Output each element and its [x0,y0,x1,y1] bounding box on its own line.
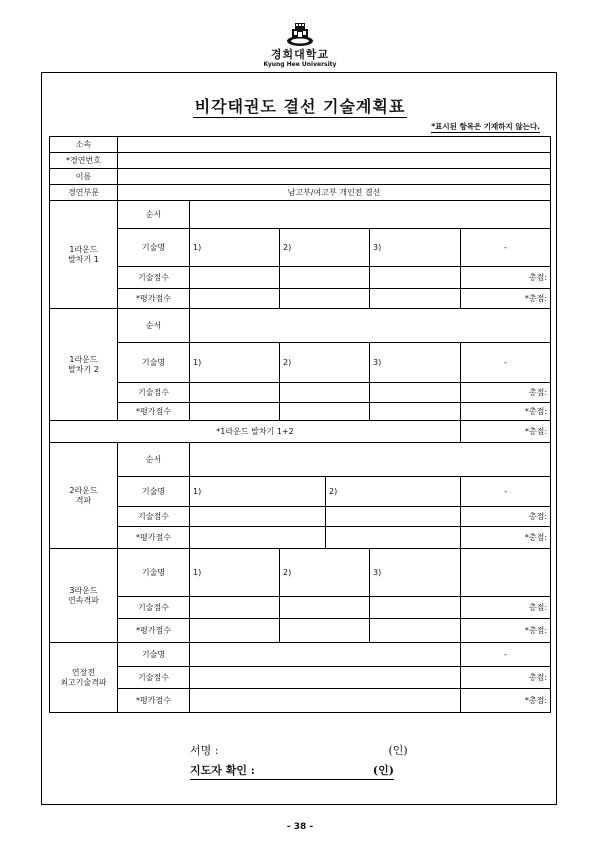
r1k1-score-row [50,267,551,289]
r1k1-eval-total: *총점: [461,289,551,309]
r3-score-1[interactable] [190,597,280,619]
extra-eval-field [190,689,461,713]
r1k1-score-1[interactable] [190,267,280,289]
r2-technique-row [50,477,551,507]
coach-confirm-seal: (인) [372,764,394,777]
coach-confirm-label: 지도자 확인 : [190,764,255,777]
r1k2-score-label: 기술점수 [118,383,190,403]
r3-score-label: 기술점수 [118,597,190,619]
r1-sum-row [50,421,551,443]
r1k2-order-field[interactable] [190,309,551,343]
r1k2-label-line1: 1라운드 [69,354,98,364]
r1k2-technique-dash: - [461,343,551,383]
r2-score-label: 기술점수 [118,507,190,527]
r3-score-total: 총점: [461,597,551,619]
r1k1-technique-2[interactable]: 2) [280,229,370,267]
r3-score-2[interactable] [280,597,370,619]
university-name-english: Kyung Hee University [263,61,337,68]
r1k1-eval-3 [370,289,461,309]
r2-label-line1: 2라운드 [69,485,98,495]
signature-line[interactable] [190,742,408,758]
affiliation-field[interactable] [118,137,551,153]
r1k1-eval-label: *평가점수 [118,289,190,309]
r3-technique-2[interactable]: 2) [280,549,370,597]
r2-technique-dash: - [461,477,551,507]
r1k1-technique-label: 기술명 [118,229,190,267]
division-label: 경연부문 [50,185,118,201]
r2-score-1[interactable] [190,507,326,527]
r1k2-eval-total: *총점: [461,403,551,421]
r1k2-eval-2 [280,403,370,421]
r1k2-score-3[interactable] [370,383,461,403]
r3-technique-1[interactable]: 1) [190,549,280,597]
r1k2-technique-3[interactable]: 3) [370,343,461,383]
r2-technique-2[interactable]: 2) [326,477,461,507]
r3-technique-label: 기술명 [118,549,190,597]
r1k2-technique-2[interactable]: 2) [280,343,370,383]
extra-score-row [50,667,551,689]
r1k1-eval-row [50,289,551,309]
r3-score-3[interactable] [370,597,461,619]
coach-confirm-line[interactable] [190,762,394,780]
r3-eval-row [50,619,551,643]
division-value: 남고부/여고부 개인전 결선 [118,185,551,201]
r1k1-order-row [50,201,551,229]
extra-technique-label: 기술명 [118,643,190,667]
name-label: 이름 [50,169,118,185]
r2-label-line2: 격파 [75,495,92,505]
r1k2-score-row [50,383,551,403]
extra-technique-field[interactable] [190,643,461,667]
instruction-note: *표시된 항목은 기재하지 않는다. [431,122,540,131]
document-title-wrap [0,94,600,117]
r1k2-technique-1[interactable]: 1) [190,343,280,383]
r3-eval-label: *평가점수 [118,619,190,643]
r3-technique-extra [461,549,551,597]
r3-eval-3 [370,619,461,643]
r2-eval-2 [326,527,461,549]
r2-score-total: 총점: [461,507,551,527]
r2-score-2[interactable] [326,507,461,527]
r2-order-label: 순서 [118,443,190,477]
r1k1-score-total: 총점: [461,267,551,289]
r1k1-technique-3[interactable]: 3) [370,229,461,267]
r1k2-order-row [50,309,551,343]
r1k1-order-field[interactable] [190,201,551,229]
r1k2-eval-row [50,403,551,421]
r1-sum-total: *총점: [461,421,551,443]
r2-order-field[interactable] [190,443,551,477]
r1k2-eval-label: *평가점수 [118,403,190,421]
r1-sum-label: *1라운드 발차기 1+2 [50,421,461,443]
r1k2-label-line2: 발차기 2 [68,364,99,374]
page-number: - 38 - [286,822,314,832]
r1k1-order-label: 순서 [118,201,190,229]
entry-number-label: *경연번호 [50,153,118,169]
affiliation-label: 소속 [50,137,118,153]
r1k2-score-2[interactable] [280,383,370,403]
affiliation-row [50,137,551,153]
entry-number-row [50,153,551,169]
r3-technique-3[interactable]: 3) [370,549,461,597]
r3-section-label [50,549,118,643]
r1k1-technique-dash: - [461,229,551,267]
signature-seal: (인) [388,744,408,757]
extra-eval-row [50,689,551,713]
r2-score-row [50,507,551,527]
r1k1-technique-1[interactable]: 1) [190,229,280,267]
r3-eval-1 [190,619,280,643]
r2-section-label [50,443,118,549]
r2-eval-row [50,527,551,549]
r1k1-section-label [50,201,118,309]
extra-technique-dash: - [461,643,551,667]
division-row [50,185,551,201]
university-name-korean: 경희대학교 [270,48,330,61]
extra-eval-total: *총점: [461,689,551,713]
signature-label: 서명 : [190,744,219,757]
r2-order-row [50,443,551,477]
entry-number-field[interactable] [118,153,551,169]
r1k2-order-label: 순서 [118,309,190,343]
r2-eval-total: *총점: [461,527,551,549]
r1k1-label-line1: 1라운드 [69,244,98,254]
r2-technique-1[interactable]: 1) [190,477,326,507]
extra-label-line2: 최고기술격파 [60,677,107,687]
document-title: 비각태권도 결선 기술계획표 [194,97,406,116]
r3-label-line1: 3라운드 [69,585,98,595]
r1k2-technique-row [50,343,551,383]
extra-technique-row [50,643,551,667]
extra-score-label: 기술점수 [118,667,190,689]
name-row [50,169,551,185]
r1k1-eval-2 [280,289,370,309]
r2-eval-1 [190,527,326,549]
extra-score-field[interactable] [190,667,461,689]
university-emblem-icon [286,22,314,48]
r3-score-row [50,597,551,619]
r3-label-line2: 연속격파 [68,595,99,605]
extra-score-total: 총점: [461,667,551,689]
r3-technique-row [50,549,551,597]
r1k2-score-total: 총점: [461,383,551,403]
extra-eval-label: *평가점수 [118,689,190,713]
r1k2-score-1[interactable] [190,383,280,403]
r1k2-eval-3 [370,403,461,421]
r1k1-label-line2: 발차기 1 [68,254,99,264]
r1k1-eval-1 [190,289,280,309]
r1k2-technique-label: 기술명 [118,343,190,383]
extra-label-line1: 연장전 [71,667,96,677]
r3-eval-2 [280,619,370,643]
extra-section-label [50,643,118,713]
r1k1-technique-row [50,229,551,267]
technique-plan-table [49,136,551,713]
r1k1-score-3[interactable] [370,267,461,289]
r3-eval-total: *총점: [461,619,551,643]
r1k1-score-2[interactable] [280,267,370,289]
r1k1-score-label: 기술점수 [118,267,190,289]
r1k2-section-label [50,309,118,421]
r2-eval-label: *평가점수 [118,527,190,549]
r1k2-eval-1 [190,403,280,421]
name-field[interactable] [118,169,551,185]
r2-technique-label: 기술명 [118,477,190,507]
